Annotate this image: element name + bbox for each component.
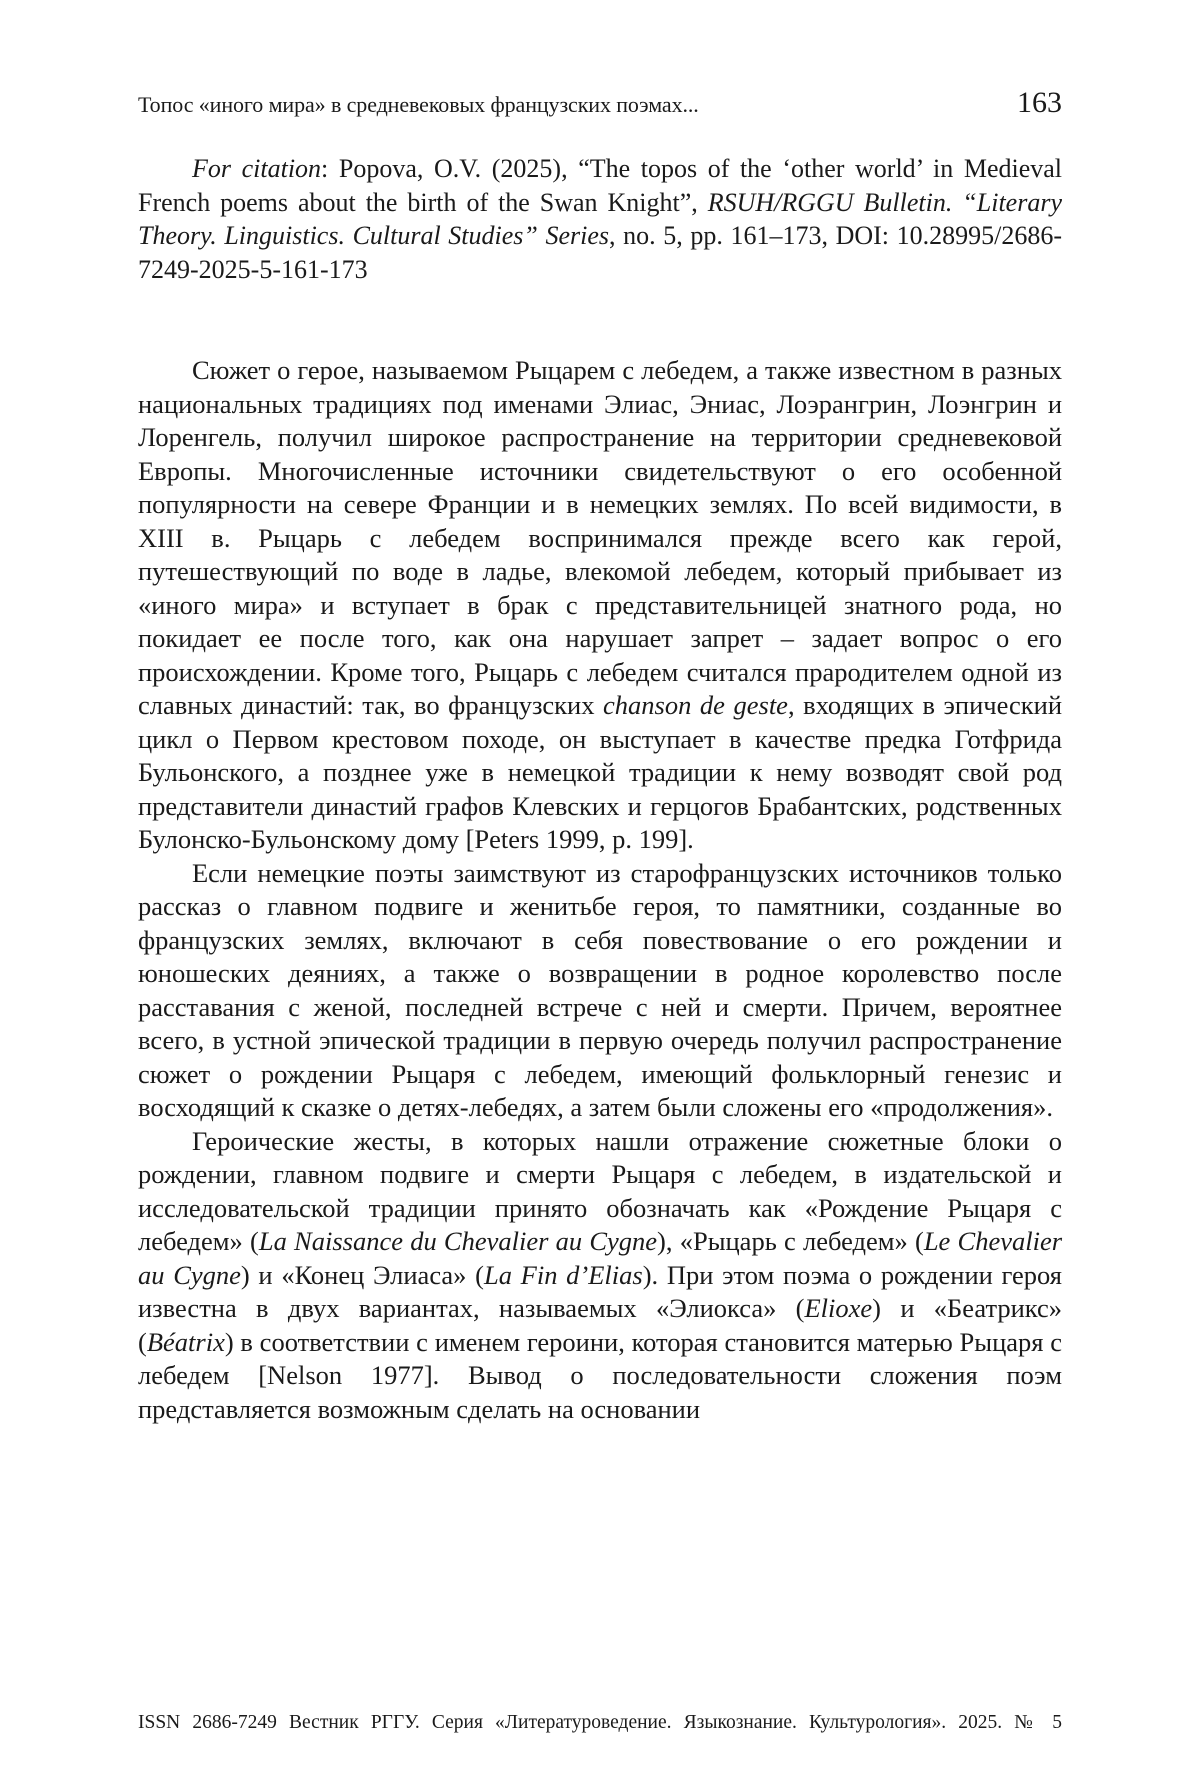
running-head bbox=[138, 86, 1062, 126]
citation-details: , no. 5, pp. 161–173, DOI: 10.28995/2686-7249-2025-5-161-173 bbox=[138, 221, 1062, 284]
paragraph-3 bbox=[138, 1125, 1062, 1427]
citation-block bbox=[138, 152, 1062, 286]
paragraph-3-title-1: La Naissance du Chevalier au Cygne bbox=[259, 1226, 657, 1256]
paragraph-3-text-c: ) и «Конец Элиаса» ( bbox=[241, 1260, 484, 1290]
paragraph-3-text-d: ). При этом поэма о рождении героя извест­на в двух вариантах, называемых «Элиокса» ( bbox=[138, 1260, 1062, 1324]
citation-journal: RSUH/RGGU Bul­letin. “Literary Theory. Linguistics. Cultural Studies” Series bbox=[138, 188, 1062, 251]
paragraph-3-title-5: Béatrix bbox=[147, 1327, 225, 1357]
paragraph-1 bbox=[138, 354, 1062, 857]
citation-label: For citation bbox=[192, 154, 321, 183]
paragraph-3-title-4: Elioxe bbox=[804, 1293, 872, 1323]
paragraph-2: Если немецкие поэты заимствуют из старофранцузских ис­точников только рассказ о главном подвиге и женитьбе героя, то памятники, созданные во французских землях, включают в себя повествование о его рождении и юношеских деяниях, а также о возвращении в родное королевство после расставания с женой, по­следней встрече с ней и смерти. Причем, вероятнее всего, в устной эпической традиции в первую очередь получил распространение сюжет о рождении Рыцаря с лебедем, имеющий фольклорный гене­зис и восходящий к сказке о детях-лебедях, а затем были сложены его «продолжения». bbox=[138, 857, 1062, 1125]
citation-reference: : Popova, O.V. (2025), “The topos of the ‘other world’ in Me­dieval French poems about the birth of the Swan Knight”, bbox=[138, 154, 1062, 217]
paragraph-3-text-e: ) и «Беатрикс» ( bbox=[138, 1293, 1062, 1357]
paragraph-1-text-b: , входящих в эпический цикл о Первом крестовом походе, он выступает в качестве предка Готфрида Бульонского, а позднее уже в немецкой традиции к нему возводят свой род представители династий графов Клевских и герцогов Брабантских, родственных Булонско-Бульонскому дому [Peters 1999, p. 199]. bbox=[138, 690, 1062, 854]
article-body bbox=[138, 354, 1062, 1426]
paragraph-3-title-3: La Fin d’Elias bbox=[484, 1260, 643, 1290]
running-title: Топос «иного мира» в средневековых французских поэмах... bbox=[138, 92, 699, 118]
journal-page bbox=[138, 0, 1062, 1780]
paragraph-3-text-a: Героические жесты, в которых нашли отражение сюжетные блоки о рождении, главном подвиге и смерти Рыцаря с лебедем, в издательской и исследовательской традиции принято обозна­чать как «Рождение Рыцаря с лебедем» ( bbox=[138, 1126, 1062, 1257]
paragraph-3-text-f: ) в соответствии с именем героини, которая становится ма­терью Рыцаря с лебедем [Nelson 1977]. Вывод о последовательности сложения поэм представляется возможным сделать на основании bbox=[138, 1327, 1062, 1424]
page-number: 163 bbox=[1017, 86, 1062, 120]
paragraph-3-text-b: ), «Рыцарь с лебедем» ( bbox=[657, 1226, 924, 1256]
journal-footer: ISSN 2686-7249 Вестник РГГУ. Серия «Литературоведение. Языкознание. Культурология». 2025. № 5 bbox=[138, 1712, 1062, 1734]
paragraph-1-text-a: Сюжет о герое, называемом Рыцарем с лебедем, а также извест­ном в разных национальных традициях под именами Элиас, Эниас, Лоэрангрин, Лоэнгрин и Лоренгель, получил широкое распростра­нение на территории средневековой Европы. Многочисленные ис­точники свидетельствуют о его особенной популярности на севере Франции и в немецких землях. По всей видимости, в XIII в. Рыцарь с лебедем воспринимался прежде всего как герой, путешествующий по воде в ладье, влекомой лебедем, который прибывает из «иного мира» и вступает в брак с представительницей знатного рода, но покидает ее после того, как она нарушает запрет – задает вопрос о его происхождении. Кроме того, Рыцарь с лебедем считался праро­дителем одной из славных династий: так, во французских bbox=[138, 355, 1062, 720]
paragraph-1-italic-term: chanson de geste bbox=[603, 690, 788, 720]
paragraph-3-title-2: Le Chevalier au Cygne bbox=[138, 1226, 1062, 1290]
